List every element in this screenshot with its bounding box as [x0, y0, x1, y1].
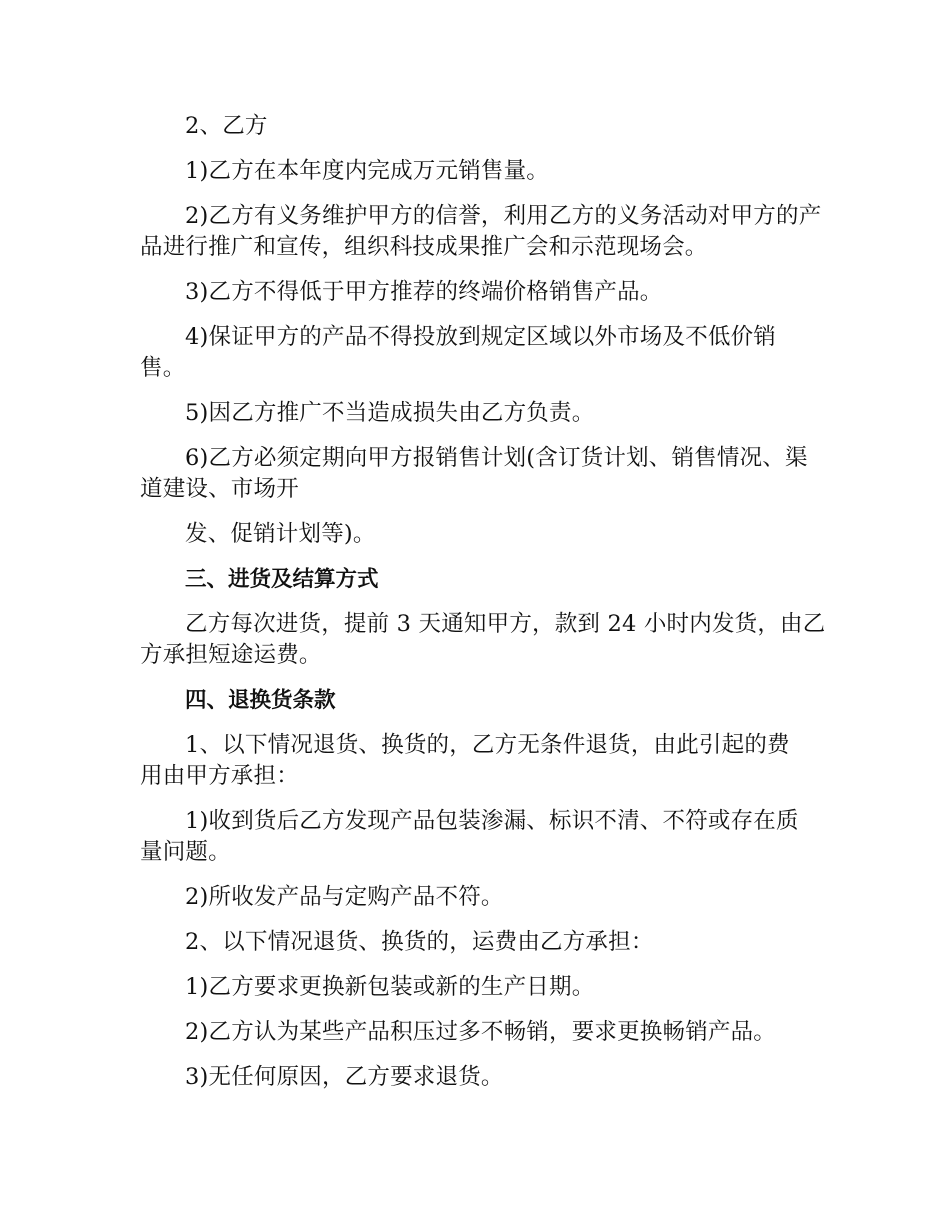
- paragraph: 5)因乙方推广不当造成损失由乙方负责。: [185, 400, 595, 426]
- paragraph: 3)乙方不得低于甲方推荐的终端价格销售产品。: [185, 279, 663, 305]
- paragraph: 2)乙方有义务维护甲方的信誉，利用乙方的义务活动对甲方的产品进行推广和宣传，组织科技成果推广会和示范现场会。: [140, 203, 822, 260]
- paragraph: 6)乙方必须定期向甲方报销售计划(含订货计划、销售情况、渠道建设、市场开: [140, 445, 808, 502]
- paragraph: 1)乙方要求更换新包装或新的生产日期。: [185, 974, 595, 1000]
- section-heading: 四、退换货条款: [185, 688, 336, 713]
- section-heading: 三、进货及结算方式: [185, 567, 379, 592]
- paragraph: 2、以下情况退货、换货的，运费由乙方承担：: [185, 929, 654, 955]
- paragraph: 3)无任何原因，乙方要求退货。: [185, 1064, 504, 1090]
- paragraph: 2、乙方: [185, 113, 268, 139]
- paragraph: 1、以下情况退货、换货的，乙方无条件退货，由此引起的费用由甲方承担：: [140, 732, 790, 789]
- paragraph: 2)所收发产品与定购产品不符。: [185, 884, 504, 910]
- paragraph: 乙方每次进货，提前 3 天通知甲方，款到 24 小时内发货，由乙方承担短途运费。: [140, 611, 826, 668]
- paragraph: 1)收到货后乙方发现产品包装渗漏、标识不清、不符或存在质量问题。: [140, 808, 799, 865]
- paragraph: 2)乙方认为某些产品积压过多不畅销，要求更换畅销产品。: [185, 1019, 776, 1045]
- paragraph: 4)保证甲方的产品不得投放到规定区域以外市场及不低价销售。: [140, 324, 776, 381]
- paragraph: 1)乙方在本年度内完成万元销售量。: [185, 158, 549, 184]
- document-body: [140, 111, 830, 1107]
- paragraph: 发、促销计划等)。: [185, 521, 376, 547]
